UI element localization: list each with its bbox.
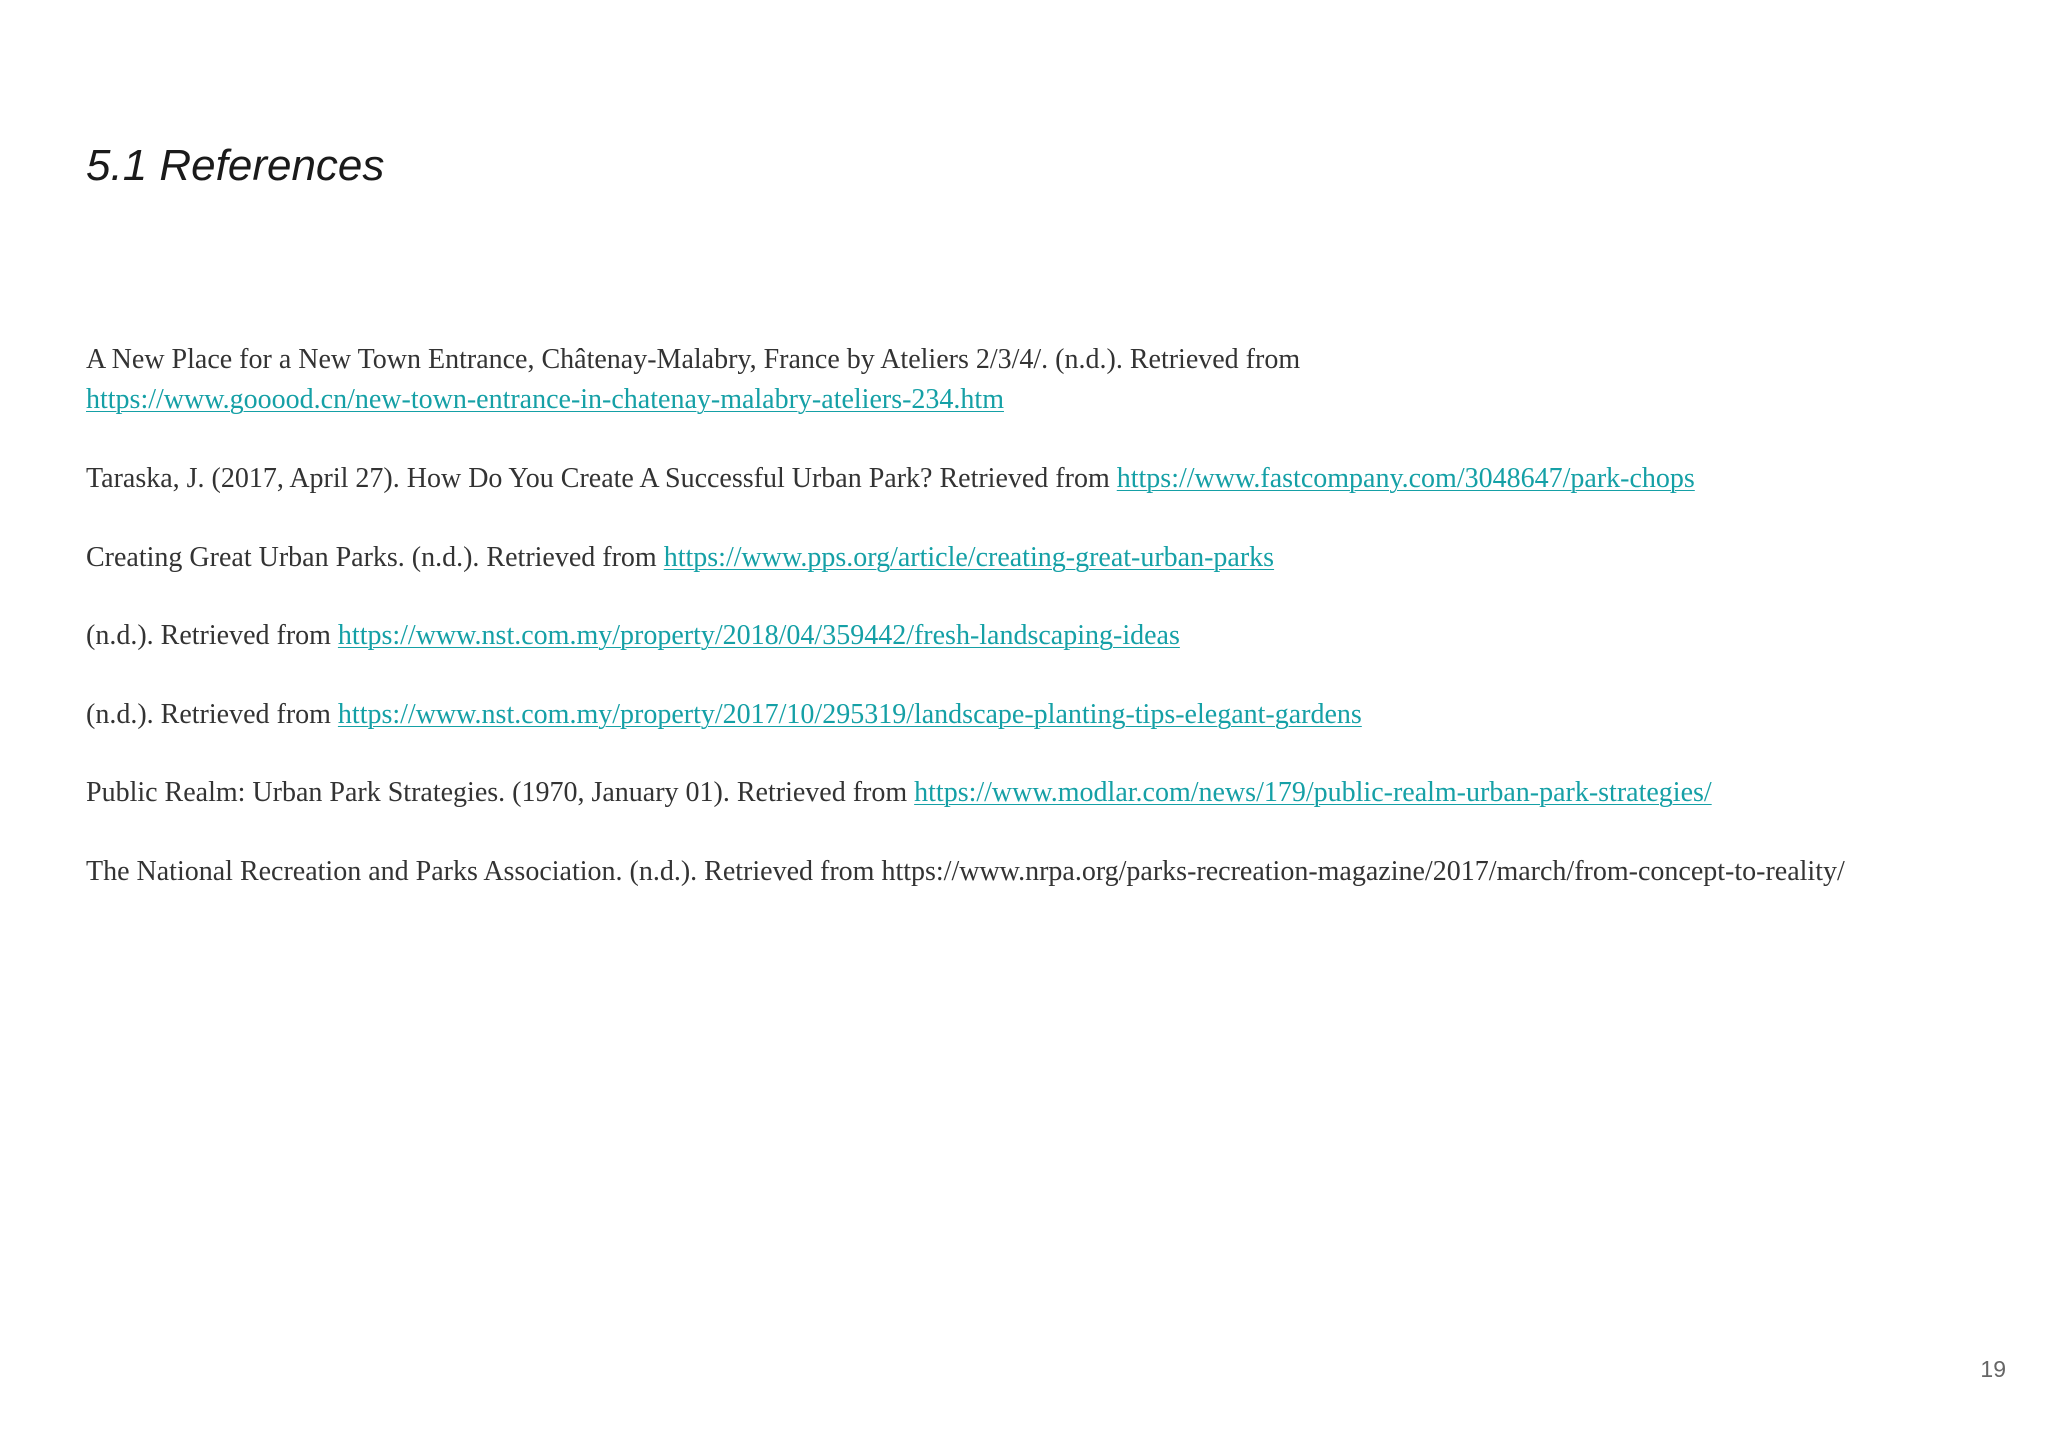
- reference-item: [86, 538, 2026, 578]
- reference-text: (n.d.). Retrieved from: [86, 620, 338, 651]
- reference-item: [86, 340, 2026, 420]
- reference-link[interactable]: https://www.fastcompany.com/3048647/park-chops: [1116, 463, 1695, 494]
- reference-item: [86, 459, 2026, 499]
- reference-item: [86, 773, 2026, 813]
- reference-item: [86, 695, 2026, 735]
- reference-link[interactable]: https://www.modlar.com/news/179/public-realm-urban-park-strategies/: [914, 777, 1712, 808]
- reference-text: A New Place for a New Town Entrance, Châtenay-Malabry, France by Ateliers 2/3/4/. (n.d.). Retrieved from: [86, 344, 1301, 375]
- reference-text: Public Realm: Urban Park Strategies. (1970, January 01). Retrieved from: [86, 777, 915, 808]
- reference-text: Taraska, J. (2017, April 27). How Do You Create A Successful Urban Park? Retrieved from: [86, 463, 1117, 494]
- page-number: 19: [1980, 1356, 2006, 1382]
- reference-text: (n.d.). Retrieved from: [86, 699, 338, 730]
- reference-link[interactable]: https://www.nst.com.my/property/2017/10/295319/landscape-planting-tips-elegant-gardens: [337, 699, 1362, 730]
- reference-link[interactable]: https://www.pps.org/article/creating-great-urban-parks: [663, 542, 1275, 573]
- reference-link[interactable]: https://www.gooood.cn/new-town-entrance-in-chatenay-malabry-ateliers-234.htm: [86, 384, 1004, 415]
- reference-text: The National Recreation and Parks Association. (n.d.). Retrieved from https://www.nrpa.org/parks-recreation-magazine/2017/march/from-concept-to-reality/: [86, 856, 1845, 887]
- reference-link[interactable]: https://www.nst.com.my/property/2018/04/359442/fresh-landscaping-ideas: [337, 620, 1180, 651]
- reference-item: [86, 852, 2026, 892]
- reference-text: Creating Great Urban Parks. (n.d.). Retrieved from: [86, 542, 664, 573]
- reference-item: [86, 616, 2026, 656]
- section-heading: 5.1 References: [86, 141, 385, 190]
